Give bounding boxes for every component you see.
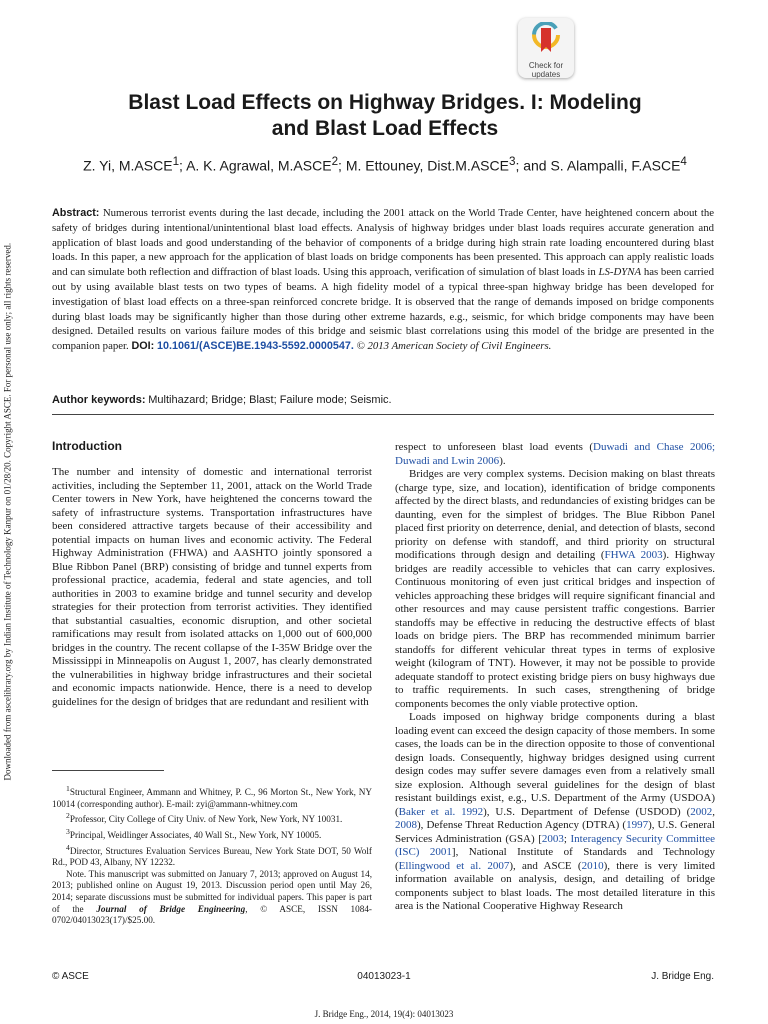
submission-note	[52, 869, 372, 927]
author-name: Z. Yi, M.ASCE	[83, 157, 173, 174]
author-affiliation-mark: 3	[508, 155, 516, 168]
author-name: M. Ettouney, Dist.M.ASCE	[345, 157, 509, 174]
journal-name: Journal of Bridge Engineering	[96, 903, 246, 914]
paragraph	[395, 441, 715, 468]
footnote	[52, 842, 372, 869]
footnote	[52, 783, 372, 810]
paragraph-text: Loads imposed on highway bridge components during a blast loading event can exceed the design capacity of those members. In some cases, the loads can be in the direction opposite to those of conventional design loads. Consequently, highway bridges designed using current design codes may suffer severe damages even from a relatively small size explosion. Although several guidelines for the design of blast resistant buildings exist, e.g., U.S. Department of the Army (USDOA) (	[395, 711, 715, 818]
paragraph-text: ;	[563, 832, 571, 845]
citation-link[interactable]: Interagency Security Committee (ISC) 2001	[395, 832, 715, 858]
footer-journal: J. Bridge Eng.	[651, 971, 714, 982]
keywords-text: Multihazard; Bridge; Blast; Failure mode; Seismic.	[148, 394, 392, 406]
title-line2: and Blast Load Effects	[271, 117, 499, 140]
paragraph-text: ). Highway bridges are readily accessible to vehicles that can carry explosives. Continuous monitoring of even just critical bridges and inspection of vehicles approaching these bridges will require significant financial and other resources and may cause persistent traffic congestions. Barrier standoffs may be effective in reducing the destructive effects of blast loads on bridge piers. The BRP has recommended minimum barrier standoffs for different vehicular threat types in terms of explosive weight (kilogram of TNT). However, it may not be possible to provide adequate standoff to protect existing bridge piers on busy highways due to traffic requirements. In such cases, strengthening of bridge components becomes the only viable protective option.	[395, 549, 715, 710]
footnote-text: Structural Engineer, Ammann and Whitney, P. C., 96 Morton St., New York, NY 10014 (corresponding author). E-mail: zyi@ammann-whitney.com	[52, 787, 372, 809]
footnote-text: Director, Structures Evaluation Services Bureau, New York State DOT, 50 Wolf Rd., POD 43, Albany, NY 12232.	[52, 845, 372, 868]
author-separator: ; and	[515, 157, 551, 174]
badge-label-line1: Check for	[528, 61, 564, 70]
citation-link[interactable]: Ellingwood et al. 2007	[398, 859, 510, 872]
footnotes	[52, 783, 372, 927]
paragraph-text: ).	[499, 454, 506, 467]
footnote-mark: 4	[66, 842, 70, 852]
author-name: A. K. Agrawal, M.ASCE	[186, 157, 332, 174]
footnote-mark: 3	[66, 826, 70, 836]
author-affiliation-mark: 2	[331, 155, 339, 168]
paragraph-text: ), U.S. Department of Defense (USDOD) (	[483, 805, 691, 818]
abstract-label: Abstract:	[52, 207, 100, 219]
author-keywords	[52, 393, 714, 407]
note-text: Note. This manuscript was submitted on January 7, 2013; approved on August 14, 2013; published online on August 19, 2013. Discussion period open until May 26, 2014; separate discussions must be submitted for individual papers. This paper is part of the	[52, 868, 372, 914]
column-left	[52, 466, 372, 709]
citation-link[interactable]: FHWA 2003	[604, 549, 663, 561]
paragraph-text: Bridges are very complex systems. Decision making on blast threats (charge type, size, and location), identification of bridge components affected by the direct blasts, and redundancies of existing bridges can be daunting, even for the simplest of bridges. The Blue Ribbon Panel placed first priority on deterrence, denial, and detection of blasts, second priority on defense with standoff, and third priority on structural modifications through design and detailing (	[395, 468, 715, 561]
paragraph-text: ), there is very limited information available on analysis, design, and detailing of bridge components subject to blast loads. The most detailed literature in this area is the National Cooperative Highway Research	[395, 859, 715, 912]
author-name: S. Alampalli, F.ASCE	[550, 157, 681, 174]
footnote	[52, 826, 372, 842]
footnote-mark: 2	[66, 811, 70, 821]
paragraph: The number and intensity of domestic and international terrorist activities, including the September 11, 2001, attack on the World Trade Center towers in New York, have heightened the concerns toward the safety of infrastructure systems. Transportation infrastructures have been considered attractive targets because of their accessibility and potential impacts on human lives and economic activity. The Federal Highway Administration (FHWA) and AASHTO jointly sponsored a Blue Ribbon Panel (BRP) consisting of bridge and tunnel experts from professional practice, academia, federal and state agencies, and toll authorities in 2003 to examine bridge and tunnel security and develop strategies for their protection from terrorist activities. They identified that substantial casualties, economic disruption, and other societal ramifications may result from isolated attacks on 1,000 out of 600,000 bridges in the country. The recent collapse of the I-35W Bridge over the Mississippi in Minneapolis on August 1, 2007, has clearly demonstrated the vulnerabilities in highway bridge infrastructures and their societal and economic impacts nationwide. Hence, there is a need to develop guidelines for the design of bridges that are redundant and resilient with	[52, 466, 372, 708]
abstract	[52, 206, 714, 354]
paragraph-text: respect to unforeseen blast load events (	[395, 441, 594, 453]
paragraph-text: ), U.S. General Services Administration (GSA) [	[395, 819, 715, 845]
abstract-text-b: has been carried out by using available blast tests on two types of beams. A high fidelity model of a typical three-span highway bridge has been developed for investigation of blast load effects on a three-span reinforced concrete bridge. It is observed that the range of demands imposed on bridge components during blast loads may be significantly higher than those during other extreme hazards, e.g., seismic, for which bridge components may have been designed. Detailed results on various failure modes of this bridge and seismic blast correlations using this model of the bridge are presented in the companion paper.	[52, 266, 714, 353]
footer-copyright: © ASCE	[52, 971, 89, 982]
footnote-divider	[52, 770, 164, 771]
citation-link[interactable]: 2003	[541, 832, 564, 845]
author-list	[50, 153, 720, 175]
citation-link[interactable]: 2008	[395, 819, 417, 831]
author-separator: ;	[338, 157, 346, 174]
citation-link[interactable]: 1997	[626, 819, 649, 831]
doi-label: DOI:	[131, 340, 155, 353]
keywords-label: Author keywords:	[52, 394, 146, 406]
check-for-updates-badge[interactable]	[518, 18, 574, 78]
doi-link[interactable]: 10.1061/(ASCE)BE.1943-5592.0000547.	[156, 340, 354, 353]
bottom-citation: J. Bridge Eng., 2014, 19(4): 04013023	[314, 1009, 454, 1019]
paragraph-text: ], National Institute of Standards and Technology (	[395, 846, 715, 872]
paragraph-text: ), and ASCE (	[509, 859, 582, 872]
footnote	[52, 810, 372, 826]
copyright-line: © 2013 American Society of Civil Engineers.	[356, 340, 552, 353]
abstract-text-a: Numerous terrorist events during the last decade, including the 2001 attack on the World Trade Center, have heightened concern about the safety of bridges during intentional/unintentional blast load effects. Analysis of highway bridges under blast loads requires accurate generation and application of blast loads and good understanding of the behavior of components of a bridge during high strain rate loading encountered during blast loads. In this paper, a new approach for the application of blast loads on bridge components has been presented. This approach can apply realistic loads and can simulate both reflection and diffraction of blast loads. Using this approach, verification of simulation of blast loads in	[52, 207, 715, 279]
citation-link[interactable]: 2010	[581, 859, 604, 872]
footnote-text: Principal, Weidlinger Associates, 40 Wall St., New York, NY 10005.	[69, 829, 322, 840]
footnote-mark: 1	[66, 784, 70, 793]
paragraph-text: ,	[712, 805, 715, 818]
author-affiliation-mark: 1	[172, 155, 180, 168]
author-affiliation-mark: 4	[680, 155, 687, 168]
bookmark-ribbon-icon	[531, 22, 561, 56]
paragraph	[395, 711, 715, 914]
title-line1: Blast Load Effects on Highway Bridges. I: Modeling	[128, 91, 642, 114]
citation-link[interactable]: 2002	[690, 805, 713, 818]
paragraph-text: ), Defense Threat Reduction Agency (DTRA) (	[417, 819, 627, 831]
download-notice-sidebar: Downloaded from ascelibrary.org by Indian Institute of Technology Kanpur on 01/28/20. Copyright ASCE. For personal use only; all rights reserved.	[2, 242, 13, 781]
badge-label-line2: updates	[531, 70, 561, 79]
footnote-text: Professor, City College of City Univ. of New York, New York, NY 10031.	[69, 814, 343, 825]
author-separator: ;	[179, 157, 187, 174]
footer-page-id: 04013023-1	[357, 971, 411, 982]
column-right	[395, 441, 715, 914]
citation-link[interactable]: Duwadi and Chase 2006; Duwadi and Lwin 2006	[395, 441, 715, 467]
paper-title	[60, 90, 710, 142]
citation-link[interactable]: Baker et al. 1992	[398, 805, 484, 818]
abstract-software: LS-DYNA	[598, 266, 642, 279]
section-divider	[52, 414, 714, 415]
paragraph	[395, 468, 715, 711]
note-text: , © ASCE, ISSN 1084-0702/04013023(17)/$25.00.	[52, 903, 372, 926]
section-heading-introduction: Introduction	[52, 439, 122, 453]
